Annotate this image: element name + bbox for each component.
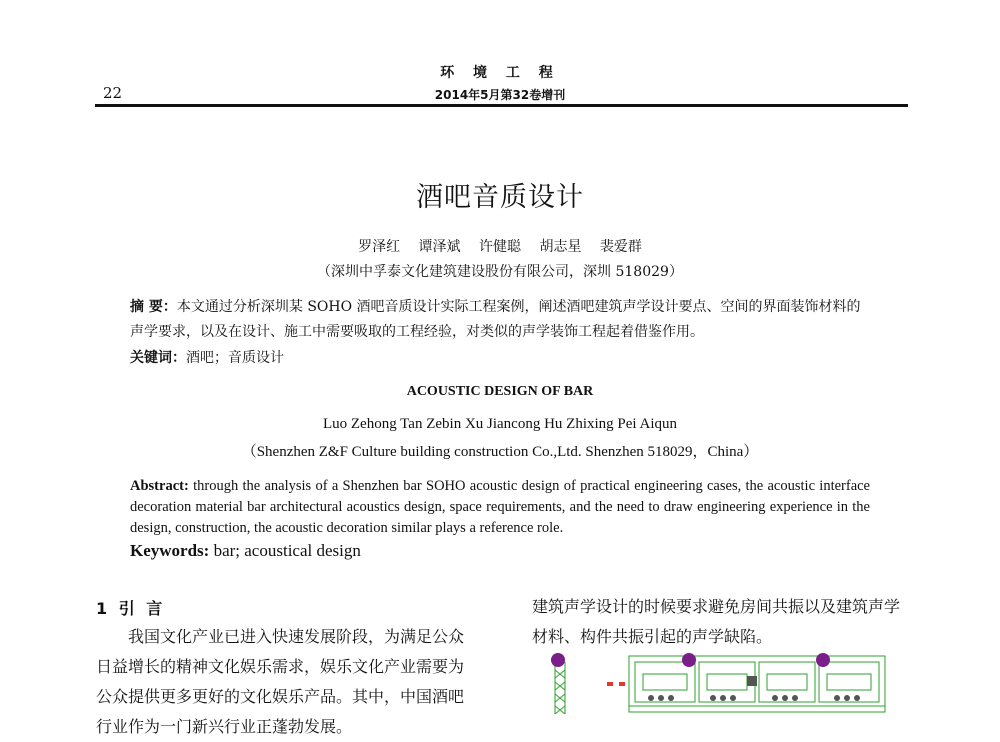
keywords-cn [130,347,284,367]
body-paragraph-right: 建筑声学设计的时候要求避免房间共振以及建筑声学材料、构件共振引起的声学缺陷。 [532,597,901,646]
keywords-cn-text: 酒吧；音质设计 [186,350,284,366]
journal-name: 环 境 工 程 [440,65,560,81]
keywords-en [130,541,361,561]
abstract-en-text: through the analysis of a Shenzhen bar SOHO acoustic design of practical engineering cases, the acoustic interface decoration material bar architectural acoustics design, space requirements, and the need to draw engineering experience in the design, construction, the acoustic decoration similar plays a reference role. [130,478,870,536]
affiliation: （深圳中孚泰文化建筑建设股份有限公司，深圳 518029） [317,264,683,280]
section-heading: 1 引 言 [96,599,166,618]
keywords-en-label: Keywords: [130,541,210,560]
authors-en: Luo Zehong Tan Zebin Xu Jiancong Hu Zhixing Pei Aiqun [322,416,678,432]
page-number: 22 [103,84,123,102]
abstract-cn-text: 本文通过分析深圳某 SOHO 酒吧音质设计实际工程案例，阐述酒吧建筑声学设计要点、空间的界面装饰材料的声学要求，以及在设计、施工中需要吸取的工程经验，对类似的声学装饰工程起着借鉴作用。 [130,299,861,340]
paper-title-en: ACOUSTIC DESIGN OF BAR [406,384,594,399]
header-rule [95,104,908,107]
affiliation-en: （Shenzhen Z&F Culture building construction Co.,Ltd. Shenzhen 518029，China） [241,444,759,460]
abstract-en [130,476,870,539]
issue-info: 2014年5月第32卷增刊 [434,88,566,102]
keywords-cn-label: 关键词： [130,350,186,366]
right-column [532,592,908,652]
abstract-en-label: Abstract: [130,478,189,494]
body-paragraph: 我国文化产业已进入快速发展阶段，为满足公众日益增长的精神文化娱乐需求，娱乐文化产业需要为公众提供更多更好的文化娱乐产品。其中，中国酒吧行业作为一门新兴行业正蓬勃发展。 [96,627,465,736]
authors: 罗泽红 谭泽斌 许健聪 胡志星 裴爱群 [358,239,642,255]
floor-plan-drawing [547,652,897,714]
floor-plan-figure [547,652,897,714]
abstract-cn [130,295,872,345]
paper-title: 酒吧音质设计 [416,182,584,213]
keywords-en-text: bar; acoustical design [209,541,361,560]
left-column [96,622,472,742]
abstract-cn-label: 摘 要： [130,299,177,315]
